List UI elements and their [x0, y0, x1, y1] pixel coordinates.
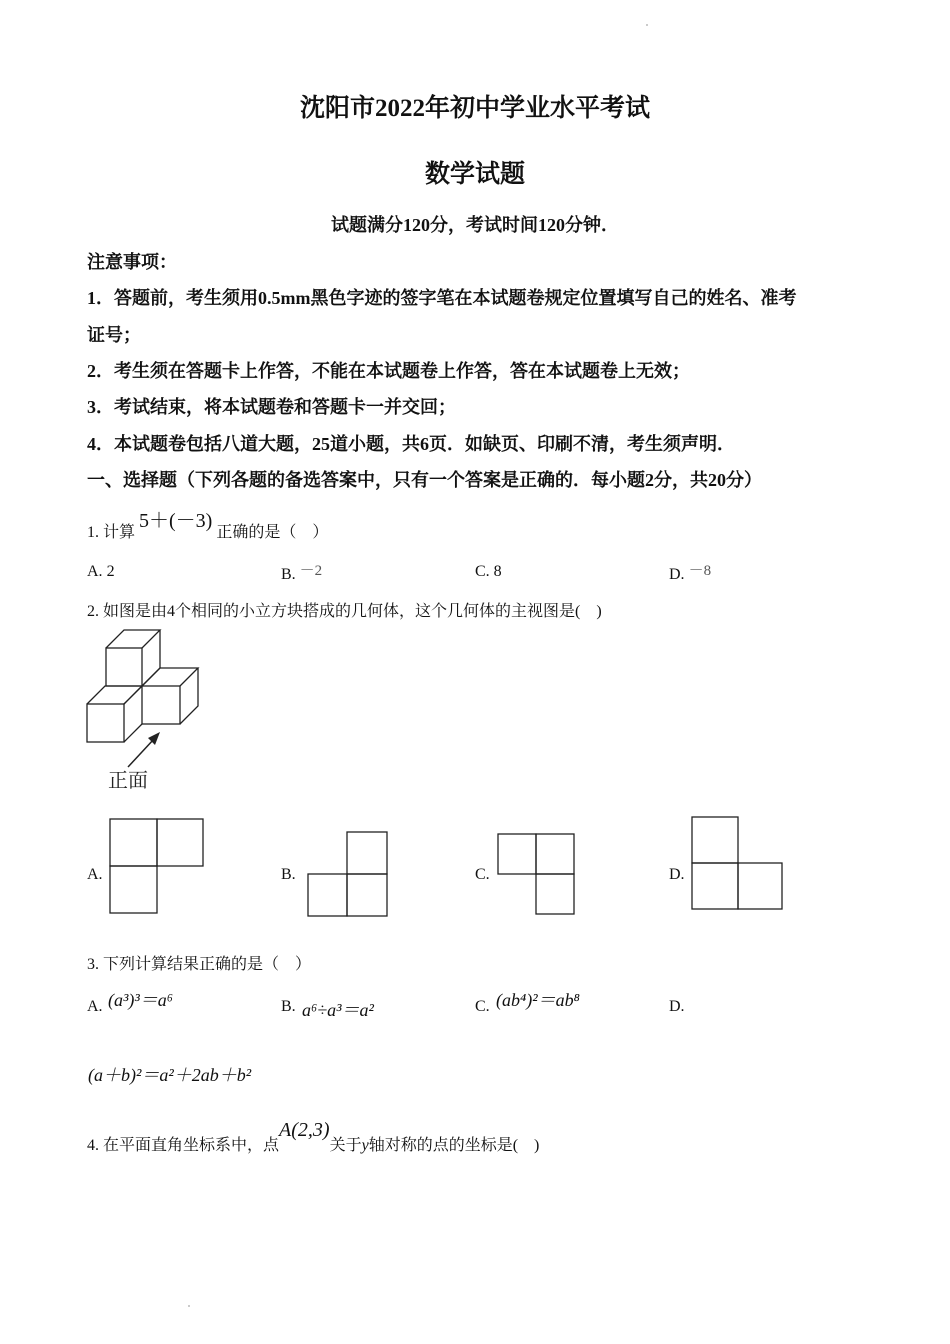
- question-3-option-a-expr[interactable]: (a³)³＝a⁶: [108, 990, 174, 1010]
- section-1-heading: 一、选择题（下列各题的备选答案中，只有一个答案是正确的．每小题2分，共20分）: [87, 470, 762, 490]
- question-4-point: A(2,3): [279, 1119, 330, 1141]
- option-b-value: －2: [299, 563, 323, 579]
- option-d-view[interactable]: [690, 815, 786, 913]
- question-3-option-a-label[interactable]: A.: [87, 998, 103, 1015]
- question-1-prefix: 1. 计算: [87, 524, 136, 541]
- question-1-option-b[interactable]: [281, 563, 322, 584]
- question-2: 2. 如图是由4个相同的小立方块搭成的几何体，这个几何体的主视图是( ): [87, 603, 602, 620]
- question-2-option-d-label[interactable]: D.: [669, 866, 685, 883]
- question-3-option-c-expr[interactable]: (ab⁴)²＝ab⁸: [496, 990, 580, 1010]
- notice-item-1-line-2: 证号；: [87, 325, 141, 345]
- option-d-value: －8: [688, 563, 712, 579]
- option-c-label: C.: [475, 563, 494, 580]
- option-a-label: A.: [87, 563, 107, 580]
- question-4: [87, 1118, 540, 1154]
- option-c-view[interactable]: [496, 832, 578, 916]
- question-3-option-b-label[interactable]: B.: [281, 998, 296, 1015]
- question-3: 3. 下列计算结果正确的是（ ）: [87, 956, 312, 973]
- exam-subtitle: 数学试题: [424, 161, 525, 188]
- question-1-suffix: 正确的是（ ）: [216, 524, 329, 541]
- option-a-view[interactable]: [108, 817, 206, 917]
- top-cube-front: [106, 648, 142, 686]
- left-cube-front: [87, 704, 124, 742]
- question-1-option-c[interactable]: [475, 563, 502, 581]
- top-cube-top: [106, 630, 160, 648]
- question-2-option-c-label[interactable]: C.: [475, 866, 490, 883]
- question-1: [87, 504, 329, 541]
- question-3-option-c-label[interactable]: C.: [475, 998, 490, 1015]
- right-cube-front: [142, 686, 180, 724]
- option-b-view[interactable]: [306, 830, 390, 918]
- question-3-option-d-expr[interactable]: (a＋b)²＝a²＋2ab＋b²: [88, 1065, 252, 1085]
- question-2-option-b-label[interactable]: B.: [281, 866, 296, 883]
- option-b-label: B.: [281, 566, 300, 583]
- notice-item-4: 4．本试题卷包括八道大题，25道小题，共6页．如缺页、印刷不清，考生须声明．: [87, 434, 735, 454]
- notice-item-1-line-1: 1．答题前，考生须用0.5mm黑色字迹的签字笔在本试题卷规定位置填写自己的姓名、准考: [87, 288, 797, 308]
- right-cube-top: [142, 668, 198, 686]
- question-4-axis-variable: y: [361, 1137, 369, 1154]
- question-2-option-a-label[interactable]: A.: [87, 866, 103, 883]
- notice-item-3: 3．考试结束，将本试题卷和答题卡一并交回；: [87, 397, 456, 417]
- question-1-option-a[interactable]: [87, 563, 115, 581]
- question-1-option-d[interactable]: [669, 563, 711, 584]
- question-1-expression: 5＋(－3): [139, 510, 213, 532]
- question-4-suffix: 轴对称的点的坐标是( ): [368, 1137, 540, 1154]
- question-4-middle: 关于: [329, 1137, 362, 1154]
- notice-item-2: 2．考生须在答题卡上作答，不能在本试题卷上作答，答在本试题卷上无效；: [87, 361, 690, 381]
- exam-info: 试题满分120分，考试时间120分钟．: [331, 215, 619, 235]
- option-d-label: D.: [669, 566, 689, 583]
- notice-heading: 注意事项：: [87, 252, 177, 272]
- front-arrow: [128, 732, 160, 767]
- front-view-label: 正面: [108, 768, 148, 792]
- option-c-value: 8: [493, 563, 502, 580]
- exam-title: 沈阳市2022年初中学业水平考试: [299, 95, 650, 122]
- question-3-option-b-expr[interactable]: a⁶÷a³＝a²: [302, 1000, 374, 1020]
- middle-cube-side: [124, 724, 142, 742]
- option-a-value: 2: [106, 563, 115, 580]
- question-3-option-d-label[interactable]: D.: [669, 998, 685, 1015]
- question-4-prefix: 4. 在平面直角坐标系中，点: [87, 1137, 280, 1154]
